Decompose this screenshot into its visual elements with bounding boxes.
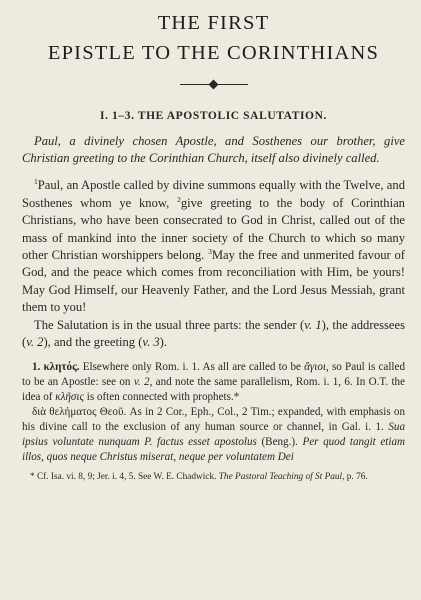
verse-ref-2: v. 2 xyxy=(26,335,44,350)
ornament-diamond-icon xyxy=(208,80,218,90)
greek-term: κλῆσις xyxy=(55,391,84,404)
commentary-text: ). xyxy=(159,335,168,350)
verse-ref-3: v. 3 xyxy=(142,335,160,350)
verse-3-text: May the free and unmerited favour of God, and the peace which comes from reconciliation with Him, be yours! May God Himself, our Heavenly Father, and the Lord Jesus Messiah, grant them to you! xyxy=(22,248,406,315)
page-title-line-1: THE FIRST xyxy=(157,12,270,34)
footnote-text: , p. 76. xyxy=(342,471,368,482)
note-verse-1 xyxy=(22,360,405,405)
verse-number-1: 1 xyxy=(34,177,38,187)
verse-1-text: Paul, an Apostle called by divine summons equally with the Twelve, and Sosthenes whom ye know, xyxy=(22,178,405,210)
verse-2-text: give greeting to the body of Corinthian Christians, who have been consecrated to God in Christ, called out of the mass of mankind into the inner society of the Church to which so many other Christian worshippers belong. xyxy=(22,195,405,263)
ornament-divider xyxy=(180,80,248,90)
note-text: Elsewhere only Rom. i. 1. As all are called to be xyxy=(79,361,305,374)
verse-number-3: 3 xyxy=(208,246,212,256)
footnote-book-title: The Pastoral Teaching of St Paul xyxy=(218,471,343,482)
commentary-paragraph xyxy=(22,317,405,352)
section-heading: I. 1–3. THE APOSTOLIC SALUTATION. xyxy=(100,110,327,122)
commentary-text: ), and the greeting ( xyxy=(43,335,143,350)
commentary-text: ), the addressees ( xyxy=(22,317,406,350)
verse-ref-1: v. 1 xyxy=(304,317,322,332)
latin-quote: Per quod tangit etiam illos, quos neque Christus miserat, neque per voluntatem Dei xyxy=(22,436,406,463)
greek-term: ἅγιοι xyxy=(304,361,327,374)
note-text: (Beng.). xyxy=(256,436,303,448)
ornament-line-left xyxy=(180,84,210,85)
note-text: As in 2 Cor., Eph., Col., 2 Tim.; expanded, with emphasis on his divine call to the exclusion of any human source or channel, in Gal. i. 1. xyxy=(22,406,405,434)
note-label: 1. κλητός. xyxy=(32,361,80,374)
section-summary: Paul, a divinely chosen Apostle, and Sosthenes our brother, give Christian greeting to the Corinthian Church, itself also divinely called. xyxy=(22,134,405,166)
note-text: is often connected with prophets.* xyxy=(83,391,240,404)
commentary-text: The Salutation is in the usual three parts: the sender ( xyxy=(34,317,305,332)
verse-number-2: 2 xyxy=(177,194,181,204)
translation-paragraph xyxy=(22,177,405,316)
verse-ref: v. 2 xyxy=(133,376,150,389)
ornament-line-right xyxy=(218,84,248,85)
note-dia-thelematos xyxy=(22,405,405,465)
greek-phrase: διὰ θελήματος Θεοῦ. xyxy=(32,406,127,419)
note-text: , so Paul is called to be an Apostle: see on xyxy=(22,361,405,389)
footnote-text: * Cf. Isa. vi. 8, 9; Jer. i. 4, 5. See W. E. Chadwick. xyxy=(30,471,219,482)
note-text: , and note the same parallelism, Rom. i. 1, 6. In O.T. the idea of xyxy=(22,376,406,404)
page-title-line-2: EPISTLE TO THE CORINTHIANS xyxy=(47,42,380,64)
footnote xyxy=(22,471,405,483)
latin-quote: Sua ipsius voluntate nunquam P. factus esset apostolus xyxy=(22,421,405,448)
